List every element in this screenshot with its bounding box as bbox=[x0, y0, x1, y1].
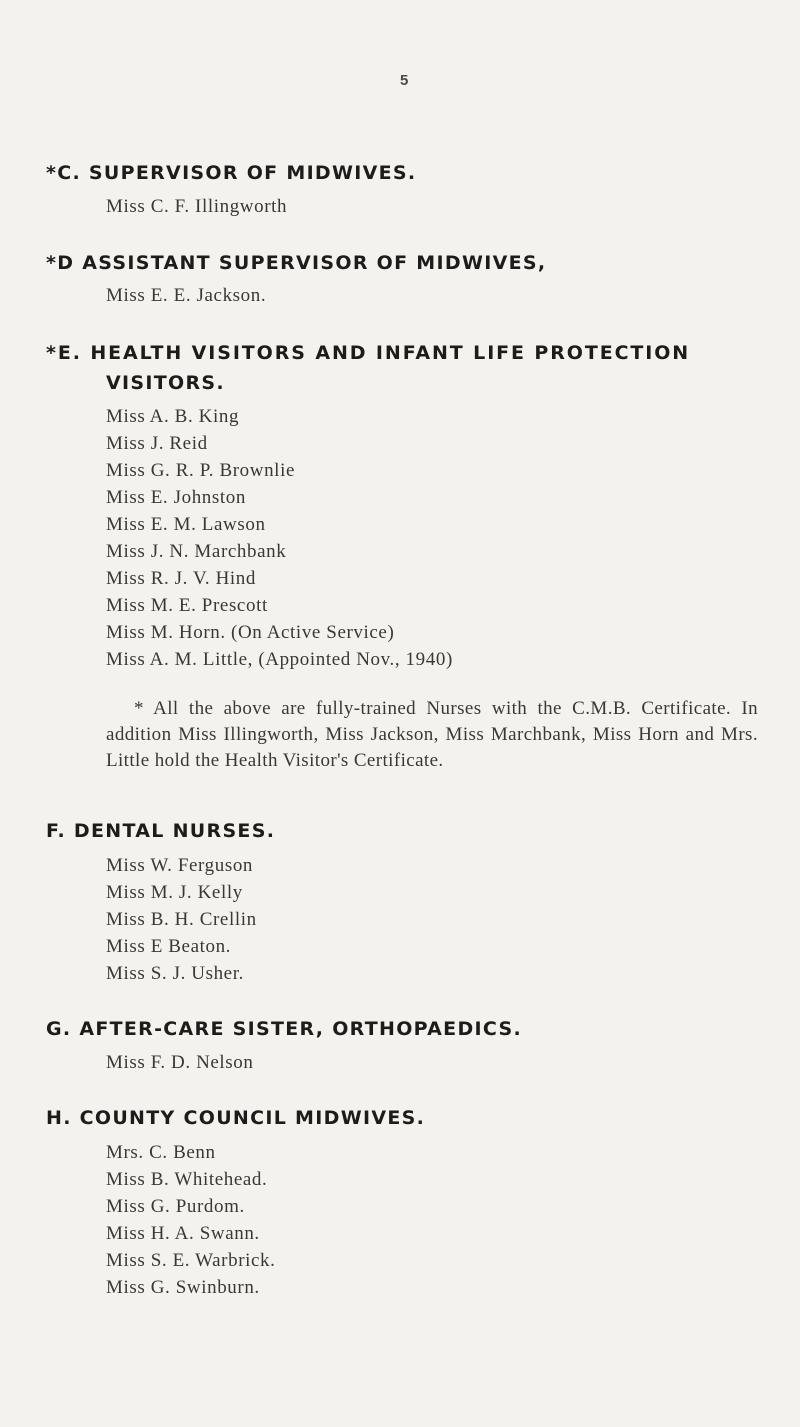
section-f-name: Miss S. J. Usher. bbox=[106, 963, 244, 984]
section-f-name: Miss W. Ferguson bbox=[106, 855, 254, 876]
section-e-name: Miss R. J. V. Hind bbox=[106, 568, 257, 589]
section-e-name: Miss M. E. Prescott bbox=[106, 595, 268, 616]
section-d-name: Miss E. E. Jackson. bbox=[106, 285, 267, 306]
certificate-footnote: * All the above are fully-trained Nurses with the C.M.B. Certificate. In addition Miss Illingworth, Miss Jackson, Miss Marchbank, Miss Horn and Mrs. Little hold the Health Visitor's Certificate. bbox=[106, 698, 758, 771]
section-f-heading: F. DENTAL NURSES. bbox=[46, 820, 276, 842]
section-h-name: Miss H. A. Swann. bbox=[106, 1223, 260, 1244]
section-g-heading: G. AFTER-CARE SISTER, ORTHOPAEDICS. bbox=[46, 1018, 522, 1040]
section-f-name: Miss M. J. Kelly bbox=[106, 882, 243, 903]
section-e-name: Miss A. M. Little, (Appointed Nov., 1940) bbox=[106, 649, 453, 670]
section-e-name: Miss A. B. King bbox=[106, 406, 240, 427]
section-e-name: Miss E. M. Lawson bbox=[106, 514, 266, 535]
section-e-name: Miss G. R. P. Brownlie bbox=[106, 460, 295, 481]
section-c-heading: *C. SUPERVISOR OF MIDWIVES. bbox=[46, 162, 417, 184]
section-h-name: Miss B. Whitehead. bbox=[106, 1169, 268, 1190]
section-e-name: Miss J. N. Marchbank bbox=[106, 541, 287, 562]
section-h-name: Mrs. C. Benn bbox=[106, 1142, 216, 1163]
section-g-name: Miss F. D. Nelson bbox=[106, 1052, 254, 1073]
section-e-heading-continuation: VISITORS. bbox=[106, 372, 225, 394]
section-c-name: Miss C. F. Illingworth bbox=[106, 196, 288, 217]
section-h-name: Miss G. Purdom. bbox=[106, 1196, 245, 1217]
page-number: 5 bbox=[400, 72, 409, 89]
section-f-name: Miss E Beaton. bbox=[106, 936, 232, 957]
section-e-heading: *E. HEALTH VISITORS AND INFANT LIFE PROTECTION bbox=[46, 342, 691, 364]
section-h-name: Miss S. E. Warbrick. bbox=[106, 1250, 276, 1271]
section-e-name: Miss M. Horn. (On Active Service) bbox=[106, 622, 395, 643]
section-h-name: Miss G. Swinburn. bbox=[106, 1277, 260, 1298]
section-f-name: Miss B. H. Crellin bbox=[106, 909, 257, 930]
section-e-name: Miss E. Johnston bbox=[106, 487, 246, 508]
section-d-heading: *D ASSISTANT SUPERVISOR OF MIDWIVES, bbox=[46, 252, 547, 274]
section-h-heading: H. COUNTY COUNCIL MIDWIVES. bbox=[46, 1107, 426, 1129]
section-e-name: Miss J. Reid bbox=[106, 433, 208, 454]
